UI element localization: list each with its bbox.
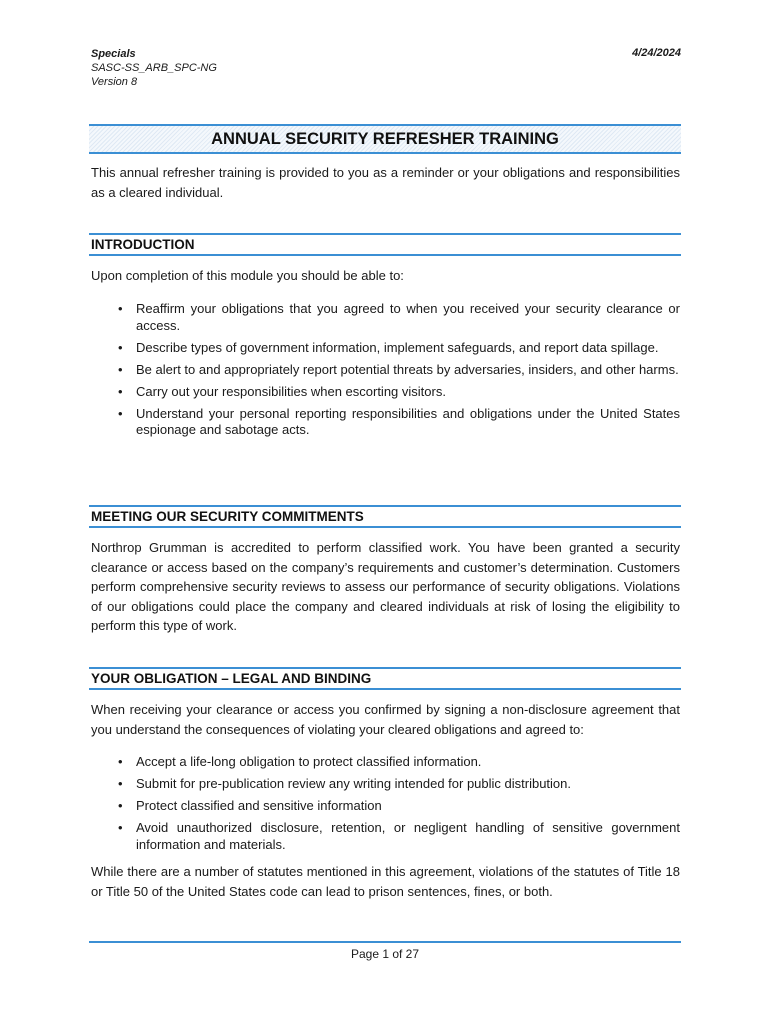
section-heading-obligation: YOUR OBLIGATION – LEGAL AND BINDING bbox=[89, 667, 681, 690]
bullet-icon: • bbox=[118, 383, 123, 399]
list-item: • Reaffirm your obligations that you agreed to when you received your security clearance or access. bbox=[118, 301, 680, 333]
footer-divider bbox=[89, 941, 681, 943]
bullet-icon: • bbox=[118, 820, 123, 835]
introduction-bullet-list bbox=[91, 301, 680, 444]
bullet-icon: • bbox=[118, 754, 123, 769]
bullet-icon: • bbox=[118, 798, 123, 813]
list-item: • Carry out your responsibilities when escorting visitors. bbox=[118, 383, 446, 399]
list-item: • Protect classified and sensitive information bbox=[118, 798, 382, 813]
commitments-paragraph: Northrop Grumman is accredited to perform classified work. You have been granted a security clearance or access based on the company’s requirements and customer’s determination. Customers perform comprehensive security reviews to assess our performance of security obligations. Violations of our obligations could place the company and cleared individuals at risk of losing the eligibility to perform this type of work. bbox=[91, 540, 680, 633]
list-item: • Accept a life-long obligation to protect classified information. bbox=[118, 754, 482, 769]
list-item: • Understand your personal reporting responsibilities and obligations under the United States espionage and sabotage acts. bbox=[118, 405, 680, 437]
page-title: ANNUAL SECURITY REFRESHER TRAINING bbox=[89, 124, 681, 154]
bullet-icon: • bbox=[118, 301, 123, 316]
bullet-icon: • bbox=[118, 361, 123, 377]
doc-title: Specials bbox=[91, 48, 136, 60]
list-item: • Submit for pre-publication review any writing intended for public distribution. bbox=[118, 776, 571, 791]
page-number: Page 1 of 27 bbox=[350, 947, 420, 961]
obligation-bullet-list bbox=[91, 754, 680, 859]
introduction-lead: Upon completion of this module you should be able to: bbox=[91, 268, 404, 283]
document-header bbox=[91, 47, 217, 89]
obligation-closing: While there are a number of statutes mentioned in this agreement, violations of the statutes of Title 18 or Title 50 of the United States code can lead to prison sentences, fines, or both. bbox=[91, 864, 680, 899]
bullet-icon: • bbox=[118, 776, 123, 791]
section-heading-commitments: MEETING OUR SECURITY COMMITMENTS bbox=[89, 505, 681, 528]
doc-code: SASC-SS_ARB_SPC-NG bbox=[91, 62, 217, 74]
list-item: • Describe types of government information, implement safeguards, and report data spillage. bbox=[118, 339, 659, 355]
list-item: • Avoid unauthorized disclosure, retention, or negligent handling of sensitive government information and materials. bbox=[118, 820, 680, 852]
obligation-lead: When receiving your clearance or access you confirmed by signing a non-disclosure agreement that you understand the consequences of violating your cleared obligations and agreed to: bbox=[91, 702, 680, 737]
list-item: • Be alert to and appropriately report potential threats by adversaries, insiders, and other harms. bbox=[118, 361, 679, 377]
bullet-icon: • bbox=[118, 405, 123, 421]
doc-version: Version 8 bbox=[91, 76, 138, 88]
intro-paragraph: This annual refresher training is provided to you as a reminder or your obligations and responsibilities as a cleared individual. bbox=[91, 165, 680, 200]
bullet-icon: • bbox=[118, 339, 123, 355]
section-heading-introduction: INTRODUCTION bbox=[89, 233, 681, 256]
doc-date: 4/24/2024 bbox=[632, 47, 681, 59]
